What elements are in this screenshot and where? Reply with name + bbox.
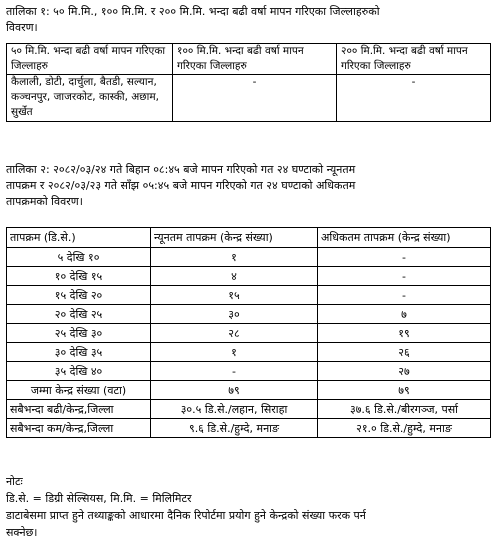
range-cell: ५ देखि १० (7, 248, 151, 267)
table-row-total (7, 381, 491, 400)
table-row-highest (7, 400, 491, 419)
table2-caption-line2: तापक्रम र २०८२/०३/२३ गते साँझ ०५:४५ बजे मापन गरिएको गत २४ घण्टाको अधिकतम (6, 179, 356, 192)
districts-100mm: - (173, 75, 337, 122)
range-cell: ३५ देखि ४० (7, 362, 151, 381)
total-max-cell: ७९ (318, 381, 491, 400)
table-row (7, 75, 491, 122)
range-cell: १० देखि १५ (7, 267, 151, 286)
table-header-row (7, 228, 491, 248)
table-row (7, 248, 491, 267)
notes-line1: डि.से. = डिग्री सेल्सियस, मि.मि. = मिलिमिटर (6, 492, 192, 505)
total-label-cell: जम्मा केन्द्र संख्या (वटा) (7, 381, 151, 400)
highest-max-cell: ३७.६ डि.से./बीरगञ्ज, पर्सा (318, 400, 491, 419)
max-count-cell: २७ (318, 362, 491, 381)
header-minimum: न्यूनतम तापक्रम (केन्द्र संख्या) (151, 228, 318, 248)
notes-title: नोटः (6, 475, 23, 488)
range-cell: २५ देखि ३० (7, 324, 151, 343)
notes-line3: सक्नेछ। (6, 526, 38, 539)
lowest-max-cell: २१.० डि.से./हुम्दे, मनाङ (318, 419, 491, 438)
header-cell-100mm: १०० मि.मि. भन्दा बढी वर्षा मापन गरिएका जिल्लाहरु (173, 44, 337, 75)
table-row (7, 267, 491, 286)
max-count-cell: - (318, 248, 491, 267)
table2-caption-line1: तालिका २: २०८२/०३/२४ गते बिहान ०८:४५ बजे मापन गरिएको गत २४ घण्टाको न्यूनतम (6, 163, 356, 176)
highest-label-cell: सबैभन्दा बढी/केन्द्र,जिल्ला (7, 400, 151, 419)
table-row (7, 305, 491, 324)
min-count-cell: २८ (151, 324, 318, 343)
range-cell: २० देखि २५ (7, 305, 151, 324)
table-row-lowest (7, 419, 491, 438)
max-count-cell: ७ (318, 305, 491, 324)
table-header-row (7, 44, 491, 75)
header-maximum: अधिकतम तापक्रम (केन्द्र संख्या) (318, 228, 491, 248)
header-cell-50mm: ५० मि.मि. भन्दा बढी वर्षा मापन गरिएका जिल्लाहरु (7, 44, 173, 75)
table1-caption-line2: विवरण। (6, 21, 38, 34)
lowest-label-cell: सबैभन्दा कम/केन्द्र,जिल्ला (7, 419, 151, 438)
table-row (7, 362, 491, 381)
notes-line2: डाटाबेसमा प्राप्त हुने तथ्याङ्कको आधारमा दैनिक रिपोर्टमा प्रयोग हुने केन्द्रको संख्या फरक पर्न (6, 509, 366, 522)
range-cell: १५ देखि २० (7, 286, 151, 305)
header-cell-200mm: २०० मि.मि. भन्दा बढी वर्षा मापन गरिएका जिल्लाहरु (337, 44, 491, 75)
header-temperature: तापक्रम (डि.से.) (7, 228, 151, 248)
max-count-cell: - (318, 267, 491, 286)
min-count-cell: १५ (151, 286, 318, 305)
min-count-cell: ३० (151, 305, 318, 324)
max-count-cell: २६ (318, 343, 491, 362)
table-row (7, 286, 491, 305)
total-min-cell: ७९ (151, 381, 318, 400)
districts-200mm: - (337, 75, 491, 122)
max-count-cell: १९ (318, 324, 491, 343)
range-cell: ३० देखि ३५ (7, 343, 151, 362)
table-row (7, 324, 491, 343)
min-count-cell: १ (151, 248, 318, 267)
table-row (7, 343, 491, 362)
table2-caption-line3: तापक्रमको विवरण। (6, 195, 83, 208)
temperature-table (6, 227, 491, 438)
districts-50mm: कैलाली, डोटी, दार्चुला, बैतडी, सल्यान, कञ्चनपुर, जाजरकोट, कास्की, अछाम, सुर्खेत (7, 75, 173, 122)
min-count-cell: ४ (151, 267, 318, 286)
rainfall-districts-table (6, 43, 491, 122)
min-count-cell: १ (151, 343, 318, 362)
lowest-min-cell: ९.६ डि.से./हुम्दे, मनाङ (151, 419, 318, 438)
notes-section (6, 473, 492, 541)
min-count-cell: - (151, 362, 318, 381)
max-count-cell: - (318, 286, 491, 305)
table2-caption (6, 162, 492, 210)
table1-caption-line1: तालिका १: ५० मि.मि., १०० मि.मि. र २०० मि.मि. भन्दा बढी वर्षा मापन गरिएका जिल्लाहरुको (6, 5, 380, 18)
highest-min-cell: ३०.५ डि.से./लहान, सिराहा (151, 400, 318, 419)
table1-caption (6, 4, 492, 36)
